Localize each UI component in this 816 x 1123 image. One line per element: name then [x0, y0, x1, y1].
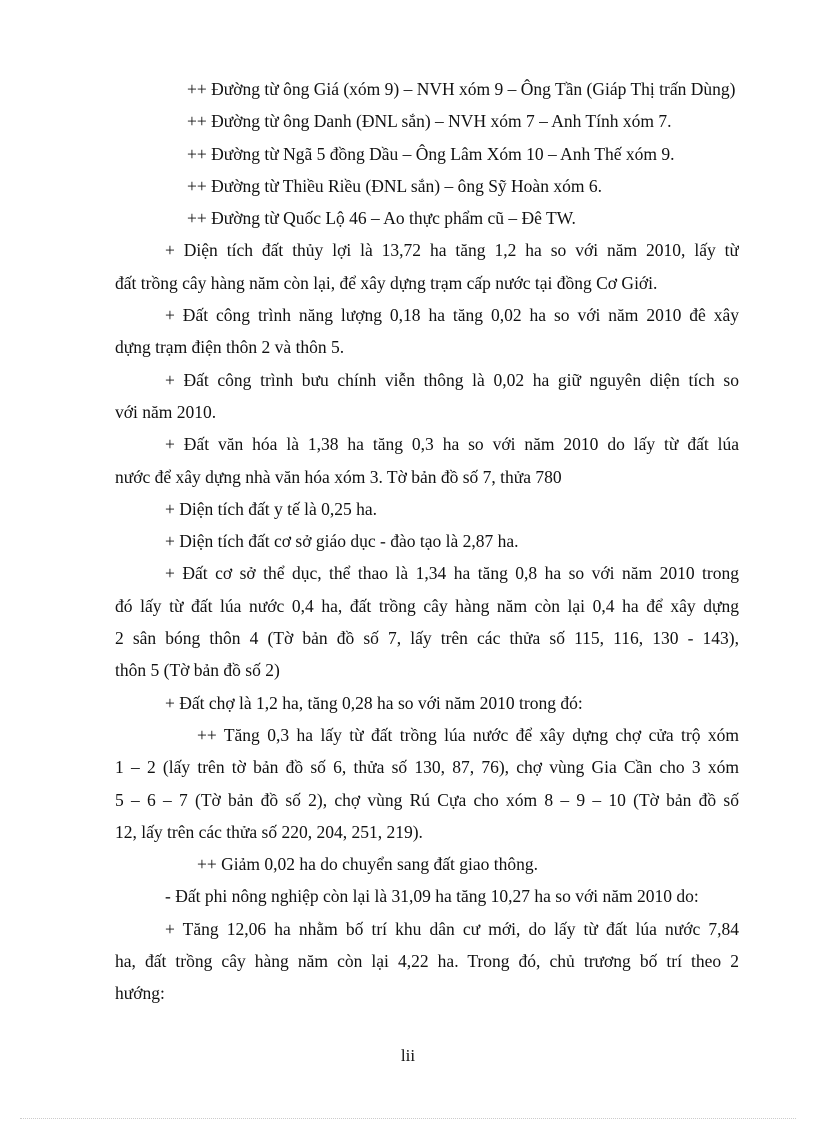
- text-line: - Đất phi nông nghiệp còn lại là 31,09 ha tăng 10,27 ha so với năm 2010 do:: [165, 886, 699, 907]
- text-line: với năm 2010.: [115, 401, 217, 422]
- text-line: ++ Giảm 0,02 ha do chuyển sang đất giao thông.: [197, 854, 538, 875]
- text-line: thôn 5 (Tờ bản đồ số 2): [115, 660, 280, 681]
- text-line: + Tăng 12,06 ha nhằm bố trí khu dân cư mới, do lấy từ đất lúa nước 7,84: [165, 918, 739, 939]
- text-line: ++ Tăng 0,3 ha lấy từ đất trồng lúa nước để xây dựng chợ cửa trộ xóm: [197, 724, 739, 745]
- text-line: đất trồng cây hàng năm còn lại, để xây dựng trạm cấp nước tại đồng Cơ Giới.: [115, 272, 658, 293]
- text-line: + Đất cơ sở thể dục, thể thao là 1,34 ha tăng 0,8 ha so với năm 2010 trong: [165, 563, 739, 584]
- text-line: + Đất chợ là 1,2 ha, tăng 0,28 ha so với năm 2010 trong đó:: [165, 692, 583, 713]
- text-line: + Diện tích đất thủy lợi là 13,72 ha tăng 1,2 ha so với năm 2010, lấy từ: [165, 240, 739, 261]
- text-line: đó lấy từ đất lúa nước 0,4 ha, đất trồng cây hàng năm còn lại 0,4 ha để xây dựng: [115, 595, 739, 616]
- text-line: nước để xây dựng nhà văn hóa xóm 3. Tờ bản đồ số 7, thửa 780: [115, 466, 562, 487]
- text-line: + Diện tích đất y tế là 0,25 ha.: [165, 498, 378, 519]
- text-line: 12, lấy trên các thửa số 220, 204, 251, 219).: [115, 821, 423, 842]
- text-line: ++ Đường từ Ngã 5 đồng Dầu – Ông Lâm Xóm 10 – Anh Thế xóm 9.: [187, 143, 675, 164]
- text-line: ++ Đường từ ông Danh (ĐNL sắn) – NVH xóm 7 – Anh Tính xóm 7.: [187, 111, 672, 132]
- text-line: 2 sân bóng thôn 4 (Tờ bản đồ số 7, lấy trên các thửa số 115, 116, 130 - 143),: [115, 628, 739, 649]
- text-line: + Đất văn hóa là 1,38 ha tăng 0,3 ha so với năm 2010 do lấy từ đất lúa: [165, 434, 739, 455]
- text-line: ++ Đường từ Quốc Lộ 46 – Ao thực phẩm cũ – Đê TW.: [187, 208, 576, 229]
- text-line: + Diện tích đất cơ sở giáo dục - đào tạo là 2,87 ha.: [165, 531, 519, 552]
- text-line: dựng trạm điện thôn 2 và thôn 5.: [115, 337, 345, 358]
- text-line: hướng:: [115, 983, 165, 1004]
- text-line: 1 – 2 (lấy trên tờ bản đồ số 6, thửa số 130, 87, 76), chợ vùng Gia Cần cho 3 xóm: [115, 757, 739, 778]
- text-line: + Đất công trình bưu chính viễn thông là 0,02 ha giữ nguyên diện tích so: [165, 369, 739, 390]
- text-line: + Đất công trình năng lượng 0,18 ha tăng 0,02 ha so với năm 2010 đê xây: [165, 305, 739, 326]
- text-line: ha, đất trồng cây hàng năm còn lại 4,22 ha. Trong đó, chủ trương bố trí theo 2: [115, 951, 739, 972]
- text-line: ++ Đường từ ông Giá (xóm 9) – NVH xóm 9 – Ông Tần (Giáp Thị trấn Dùng): [187, 79, 736, 99]
- text-line: 5 – 6 – 7 (Tờ bản đồ số 2), chợ vùng Rú Cựa cho xóm 8 – 9 – 10 (Tờ bản đồ số: [115, 789, 739, 810]
- text-line: ++ Đường từ Thiều Riều (ĐNL sắn) – ông Sỹ Hoàn xóm 6.: [187, 175, 602, 196]
- page-number: lii: [400, 1046, 416, 1065]
- body-text: [115, 73, 739, 1010]
- footer-divider: [20, 1118, 796, 1119]
